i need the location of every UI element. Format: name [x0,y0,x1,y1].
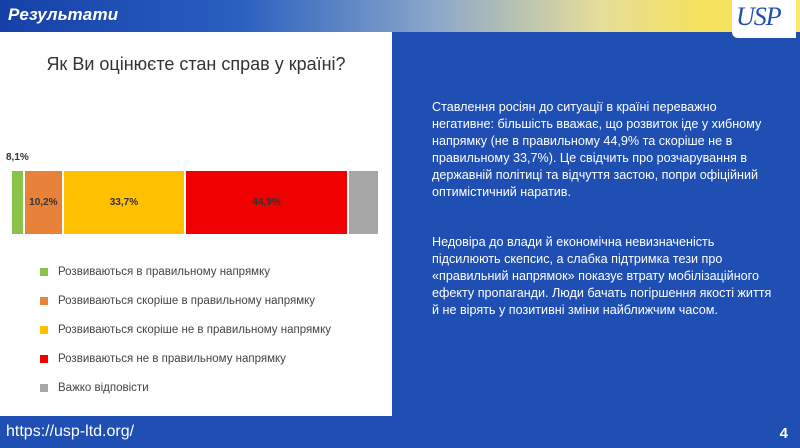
footer-url-link[interactable]: https://usp-ltd.org/ [6,423,135,440]
header-bar [0,0,800,32]
legend-swatch [40,268,48,276]
legend-label: Розвиваються скоріше не в правильному напрямку [58,323,332,336]
usp-logo [732,0,796,38]
legend-item [40,286,331,315]
stacked-bar [12,171,378,234]
legend-swatch [40,297,48,305]
legend-item [40,257,331,286]
bar-segment-3 [64,171,185,234]
bar-segment-2 [25,171,62,234]
legend-item [40,315,331,344]
legend-label: Важко відповісти [58,381,149,394]
bar-segment-1 [12,171,23,234]
data-label-outside: 8,1% [6,152,29,163]
legend-label: Розвиваються скоріше в правильному напрямку [58,294,316,307]
data-label: 44,9% [252,197,281,208]
chart-panel [0,32,392,416]
legend-label: Розвиваються не в правильному напрямку [58,352,286,365]
data-label: 33,7% [109,197,139,208]
bar-segment-4 [186,171,347,234]
legend-label: Розвиваються в правильному напрямку [58,265,270,278]
legend-swatch [40,384,48,392]
bar-segment-5 [349,171,378,234]
page-number: 4 [779,425,788,442]
chart-legend [40,257,331,402]
data-label: 10,2% [29,197,58,208]
slide-title: Результати [8,5,119,24]
analysis-paragraph-2: Недовіра до влади й економічна невизначеність підсилюють скепсис, а слабка підтримка тези про «правильний напрямок» показує втрату мобілізаційного ефекту пропаганди. Люди бачать погіршення якості життя й не вірять у позитивні зміни найближчим часом. [432,235,772,317]
legend-swatch [40,326,48,334]
chart-title: Як Ви оцінюєте стан справ у країні? [46,54,346,74]
legend-swatch [40,355,48,363]
logo-text: USP [736,2,781,31]
legend-item [40,373,331,402]
analysis-paragraph-1: Ставлення росіян до ситуації в країні переважно негативне: більшість вважає, що розвиток іде у хибному напрямку (не в правильному 44,9% та скоріше не в правильному 33,7%). Це свідчить про розчарування в державній політиці та відчуття застою, попри офіційний оптимістичний наратив. [432,100,762,199]
legend-item [40,344,331,373]
